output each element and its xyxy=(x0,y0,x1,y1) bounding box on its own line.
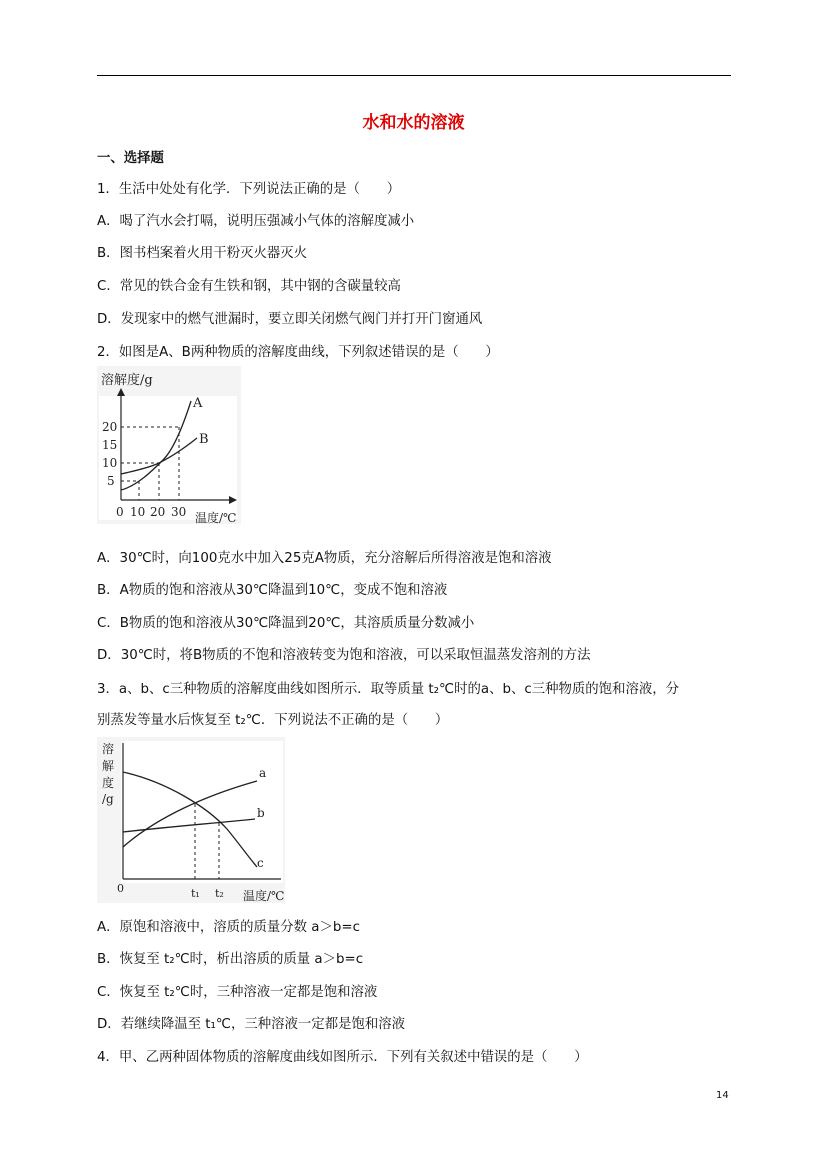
q2-option-d: D．30℃时，将B物质的不饱和溶液转变为饱和溶液，可以采取恒温蒸发溶剂的方法 xyxy=(97,648,591,663)
page-number: 14 xyxy=(716,1090,729,1101)
q3-label-a: a xyxy=(259,766,267,780)
q1-option-d: D．发现家中的燃气泄漏时，要立即关闭燃气阀门并打开门窗通风 xyxy=(97,312,483,327)
q2-xtick-20: 20 xyxy=(150,505,166,519)
q4-stem: 4．甲、乙两种固体物质的溶解度曲线如图所示．下列有关叙述中错误的是（ ） xyxy=(97,1050,588,1065)
q3-option-a: A．原饱和溶液中，溶质的质量分数 a＞b=c xyxy=(97,920,360,935)
q1-option-c: C．常见的铁合金有生铁和钢，其中钢的含碳量较高 xyxy=(97,279,401,294)
q1-option-b: B．图书档案着火用干粉灭火器灭火 xyxy=(97,246,308,261)
q2-option-b: B．A物质的饱和溶液从30℃降温到10℃，变成不饱和溶液 xyxy=(97,583,448,598)
q3-option-d: D．若继续降温至 t₁℃，三种溶液一定都是饱和溶液 xyxy=(97,1017,406,1032)
q1-option-a: A．喝了汽水会打嗝，说明压强减小气体的溶解度减小 xyxy=(97,214,415,229)
q3-stem-line1: 3．a、b、c三种物质的溶解度曲线如图所示．取等质量 t₂℃时的a、b、c三种物质的饱和溶液，分 xyxy=(97,682,680,697)
q3-ylabel-4: /g xyxy=(102,792,114,806)
section-heading: 一、选择题 xyxy=(97,151,164,166)
q2-stem: 2．如图是A、B两种物质的溶解度曲线，下列叙述错误的是（ ） xyxy=(97,345,499,360)
q2-ytick-15: 15 xyxy=(102,438,118,452)
q2-label-b: B xyxy=(199,432,209,447)
q3-solubility-figure xyxy=(97,737,289,909)
q3-stem-line2: 别蒸发等量水后恢复至 t₂℃．下列说法不正确的是（ ） xyxy=(97,713,449,728)
q3-label-b: b xyxy=(257,806,265,820)
q2-solubility-figure xyxy=(97,366,247,530)
q1-stem: 1．生活中处处有化学．下列说法正确的是（ ） xyxy=(97,182,401,197)
q2-xlabel: 温度/℃ xyxy=(195,511,237,525)
q3-xtick-t2: t₂ xyxy=(215,887,224,900)
q3-option-b: B．恢复至 t₂℃时，析出溶质的质量 a＞b=c xyxy=(97,952,364,967)
q3-xtick-t1: t₁ xyxy=(191,887,200,900)
q3-origin: 0 xyxy=(117,882,124,895)
page-title: 水和水的溶液 xyxy=(362,113,465,133)
q2-ytick-5: 5 xyxy=(107,474,115,488)
q3-ylabel-3: 度 xyxy=(102,776,115,790)
q2-option-a: A．30℃时，向100克水中加入25克A物质，充分溶解后所得溶液是饱和溶液 xyxy=(97,551,552,566)
q3-xlabel: 温度/℃ xyxy=(243,889,285,903)
q3-label-c: c xyxy=(257,856,264,870)
q3-ylabel-1: 溶 xyxy=(102,742,115,756)
q3-option-c: C．恢复至 t₂℃时，三种溶液一定都是饱和溶液 xyxy=(97,985,378,1000)
q2-ylabel: 溶解度/g xyxy=(101,373,153,388)
q2-ytick-10: 10 xyxy=(102,456,118,470)
q2-ytick-20: 20 xyxy=(102,420,118,434)
header-rule xyxy=(97,75,731,76)
q2-xtick-0: 0 xyxy=(116,505,124,519)
q2-xtick-10: 10 xyxy=(130,505,146,519)
q2-xtick-30: 30 xyxy=(171,505,187,519)
q3-ylabel-2: 解 xyxy=(102,759,115,773)
q2-label-a: A xyxy=(193,396,203,411)
q2-option-c: C．B物质的饱和溶液从30℃降温到20℃，其溶质质量分数减小 xyxy=(97,616,475,631)
